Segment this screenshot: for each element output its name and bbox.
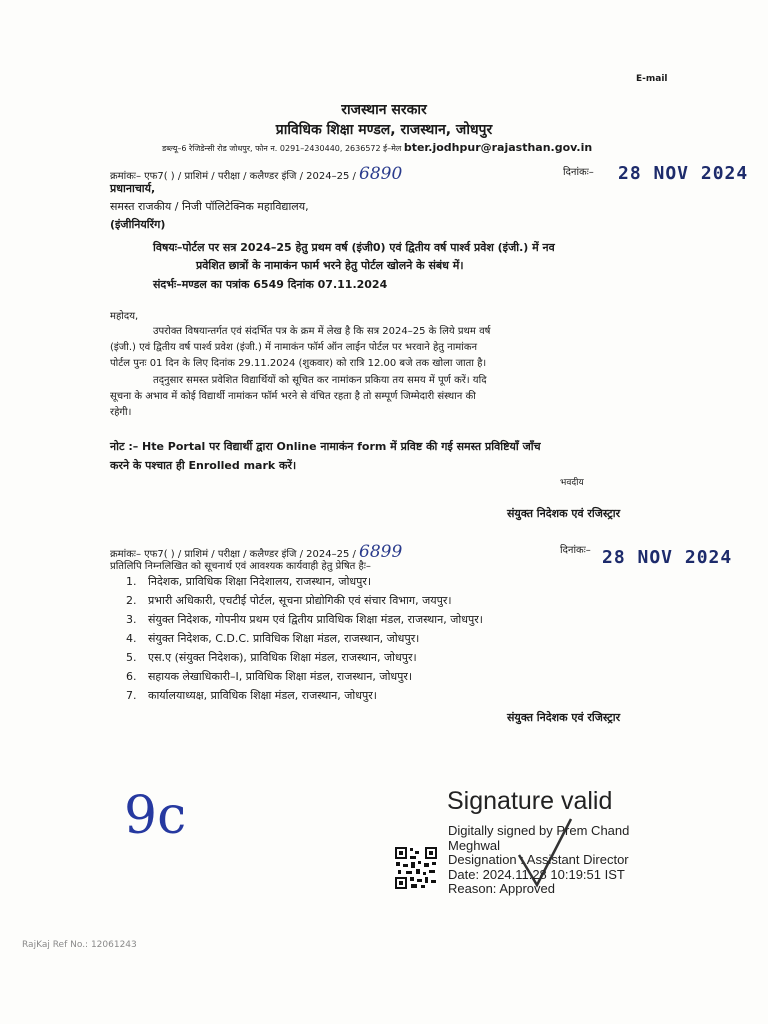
signer-line: Digitally signed by Prem Chand	[448, 823, 630, 838]
reference-number: क्रमांकः– एफ7( ) / प्राशिमं / परीक्षा / कलैण्डर इंजि / 2024–25 / 6890	[110, 164, 403, 184]
subject-line-2: प्रवेशित छात्रों के नामाकंन फार्म भरने हेतु पोर्टल खोलने के संबंध में।	[196, 259, 464, 272]
list-item: 3. संयुक्त निदेशक, गोपनीय प्रथम एवं द्वितीय प्राविधिक शिक्षा मंडल, राजस्थान, जोधपुर।	[126, 613, 483, 626]
para1-line2: (इंजी.) एवं द्वितीय वर्ष पार्श्व प्रवेश (इंजी.) में नामाकंन फॉर्म ऑन लाईन पोर्टल पर भरवाने हेतु नामांकन	[110, 342, 478, 353]
list-item: 1. निदेशक, प्राविधिक शिक्षा निदेशालय, राजस्थान, जोधपुर।	[126, 575, 372, 588]
para1-line3: पोर्टल पुनः 01 दिन के लिए दिनांक 29.11.2024 (शुकवार) को रात्रि 12.00 बजे तक खोला जाता है।	[110, 358, 487, 369]
list-item: 5. एस.ए (संयुक्त निदेशक), प्राविधिक शिक्षा मंडल, राजस्थान, जोधपुर।	[126, 651, 417, 664]
handwritten-number: 6890	[359, 164, 403, 184]
para2-line2: सूचना के अभाव में कोई विद्यार्थी नामांकन फॉर्म भरने से वंचित रहता है तो सम्पूर्ण जिम्मेदारी संस्थान की	[110, 391, 476, 402]
para2-line3: रहेगी।	[110, 407, 132, 418]
date-label: दिनांकः–	[563, 167, 594, 178]
recipient-line: समस्त राजकीय / निजी पॉलिटेक्निक महाविद्यालय,	[110, 200, 309, 213]
para2-line1: तद्नुसार समस्त प्रवेशित विद्यार्थियों को सूचित कर नामांकन प्रकिया तय समय में पूर्ण करें। यदि	[153, 375, 487, 386]
designation-line: Designation : Assistant Director	[448, 852, 629, 867]
signatory: संयुक्त निदेशक एवं रजिस्ट्रार	[507, 507, 621, 520]
signature-details	[448, 824, 629, 897]
closing: भवदीय	[560, 478, 584, 488]
list-item: 7. कार्यालयाध्यक्ष, प्राविधिक शिक्षा मंडल, राजस्थान, जोधपुर।	[126, 689, 377, 702]
signature-title: Signature valid	[447, 787, 613, 815]
date-stamp: 28 NOV 2024	[618, 163, 749, 184]
reason-line: Reason: Approved	[448, 881, 555, 896]
reference-line: संदर्भः–मण्डल का पत्रांक 6549 दिनांक 07.11.2024	[153, 278, 388, 291]
email-address: bter.jodhpur@rajasthan.gov.in	[403, 141, 593, 154]
salutation: महोदय,	[110, 311, 139, 322]
date-label-2: दिनांकः–	[560, 545, 591, 556]
note-line-2: करने के पश्चात ही Enrolled mark करें।	[110, 459, 297, 472]
recipient-title: प्रधानाचार्य,	[110, 182, 156, 195]
qr-code-icon	[394, 846, 438, 890]
list-item: 6. सहायक लेखाधिकारी–I, प्राविधिक शिक्षा मंडल, राजस्थान, जोधपुर।	[126, 670, 413, 683]
para1-line1: उपरोक्त विषयान्तर्गत एवं संदर्भित पत्र के क्रम में लेख है कि सत्र 2024–25 के लिये प्रथम वर्ष	[153, 326, 491, 337]
copy-to-line: प्रतिलिपि निम्नलिखित को सूचनार्थ एवं आवश्यक कार्यवाही हेतु प्रेषित हैः–	[110, 561, 371, 572]
signatory-2: संयुक्त निदेशक एवं रजिस्ट्रार	[507, 711, 621, 724]
handwritten-number-2: 6899	[359, 542, 403, 562]
reference-number-2: क्रमांकः– एफ7( ) / प्राशिमं / परीक्षा / कलैण्डर इंजि / 2024–25 / 6899	[110, 542, 403, 562]
email-label: E-mail	[636, 74, 668, 84]
board-title: प्राविधिक शिक्षा मण्डल, राजस्थान, जोधपुर	[275, 122, 493, 138]
subject-line-1: विषयः–पोर्टल पर सत्र 2024–25 हेतु प्रथम वर्ष (इंजी0) एवं द्वितीय वर्ष पार्श्व प्रवेश (इंजी.) में नव	[153, 241, 555, 254]
note-line-1: नोट :– Hte Portal पर विद्यार्थी द्वारा Online नामाकंन form में प्रविष्ट की गई समस्त प्रविष्टियाँ जाँच	[110, 440, 541, 453]
address-line: डब्ल्यू–6 रेजिडेन्सी रोड जोधपुर, फोन न. 0291–2430440, 2636572 ई–मेल bter.jodhpur@rajasthan.gov.in	[162, 141, 593, 154]
recipient-department: (इंजीनियरिंग)	[110, 218, 166, 231]
date-stamp-2: 28 NOV 2024	[602, 547, 733, 568]
list-item: 4. संयुक्त निदेशक, C.D.C. प्राविधिक शिक्षा मंडल, राजस्थान, जोधपुर।	[126, 632, 420, 645]
copy-list	[126, 572, 483, 705]
date-line: Date: 2024.11.28 10:19:51 IST	[448, 866, 625, 882]
list-item: 2. प्रभारी अधिकारी, एचटीई पोर्टल, सूचना प्रोद्योगिकी एवं संचार विभाग, जयपुर।	[126, 594, 452, 607]
footer-reference: RajKaj Ref No.: 12061243	[22, 940, 137, 950]
govt-title: राजस्थान सरकार	[341, 102, 427, 118]
handwritten-initial: 9c	[124, 786, 187, 846]
signer-name-line: Meghwal	[448, 837, 501, 853]
